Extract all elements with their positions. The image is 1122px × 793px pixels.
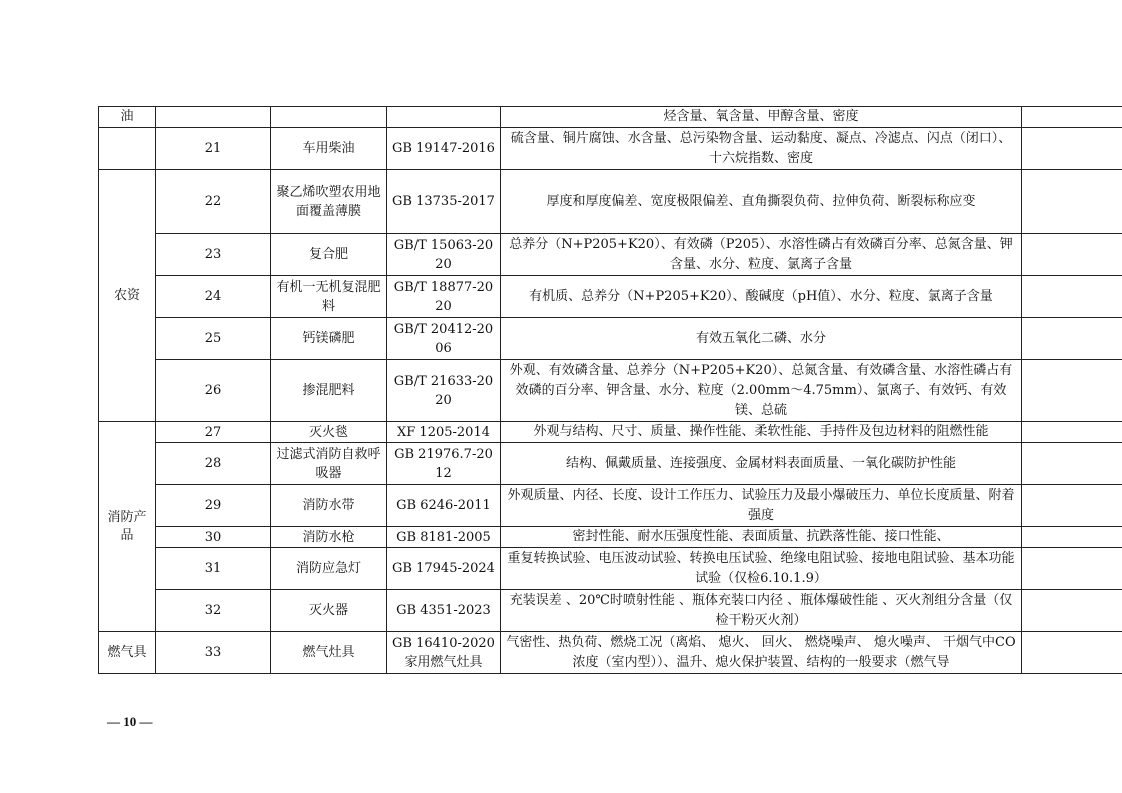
remark-cell — [1022, 443, 1122, 485]
category-cell-agri: 农资 — [99, 170, 156, 422]
table-row — [99, 234, 1122, 276]
standard-code: GB 4351-2023 — [387, 590, 501, 632]
remark-cell — [1022, 276, 1122, 318]
remark-cell — [1022, 485, 1122, 527]
row-number: 26 — [156, 360, 271, 422]
inspection-items: 外观、有效磷含量、总养分（N+P205+K20）、总氮含量、有效磷含量、水溶性磷占有效磷的百分率、钾含量、水分、粒度（2.00mm～4.75mm）、氯离子、有效钙、有效镁、总硫 — [501, 360, 1022, 422]
remark-cell — [1022, 527, 1122, 548]
standard-code: GB 17945-2024 — [387, 548, 501, 590]
remark-cell — [1022, 234, 1122, 276]
inspection-items: 硫含量、铜片腐蚀、水含量、总污染物含量、运动黏度、凝点、冷滤点、闪点（闭口）、十六烷指数、密度 — [501, 128, 1022, 170]
remark-cell — [1022, 590, 1122, 632]
standard-code: GB 21976.7-2012 — [387, 443, 501, 485]
table-row — [99, 632, 1122, 674]
category-cell-gas: 燃气具 — [99, 632, 156, 674]
inspection-items: 外观质量、内径、长度、设计工作压力、试验压力及最小爆破压力、单位长度质量、附着强度 — [501, 485, 1022, 527]
inspection-items: 充装误差 、20℃时喷射性能 、瓶体充装口内径 、瓶体爆破性能 、灭火剂组分含量（仅检干粉灭火剂） — [501, 590, 1022, 632]
table-row — [99, 548, 1122, 590]
inspection-items: 烃含量、氧含量、甲醇含量、密度 — [501, 107, 1022, 128]
remark-cell — [1022, 422, 1122, 443]
row-number: 28 — [156, 443, 271, 485]
row-number: 22 — [156, 170, 271, 234]
category-cell-oil: 油 — [99, 107, 156, 128]
row-number — [156, 107, 271, 128]
standard-code: XF 1205-2014 — [387, 422, 501, 443]
standard-code: GB/T 15063-2020 — [387, 234, 501, 276]
inspection-items: 气密性、热负荷、燃烧工况（离焰、 熄火、 回火、 燃烧噪声、 熄火噪声、 干烟气中CO浓度（室内型））、温升、熄火保护装置、结构的一般要求（燃气导 — [501, 632, 1022, 674]
table-row — [99, 485, 1122, 527]
row-number: 24 — [156, 276, 271, 318]
remark-cell — [1022, 318, 1122, 360]
inspection-items: 有效五氧化二磷、水分 — [501, 318, 1022, 360]
remark-cell — [1022, 107, 1122, 128]
product-name: 燃气灶具 — [271, 632, 387, 674]
remark-cell — [1022, 360, 1122, 422]
product-name: 灭火毯 — [271, 422, 387, 443]
product-name: 钙镁磷肥 — [271, 318, 387, 360]
table-row — [99, 318, 1122, 360]
row-number: 31 — [156, 548, 271, 590]
standard-code: GB 19147-2016 — [387, 128, 501, 170]
product-name: 消防水枪 — [271, 527, 387, 548]
standard-code: GB 8181-2005 — [387, 527, 501, 548]
row-number: 33 — [156, 632, 271, 674]
product-name: 消防应急灯 — [271, 548, 387, 590]
product-name: 掺混肥料 — [271, 360, 387, 422]
row-number: 27 — [156, 422, 271, 443]
row-number: 23 — [156, 234, 271, 276]
row-number: 21 — [156, 128, 271, 170]
row-number: 32 — [156, 590, 271, 632]
standard-code: GB/T 21633-2020 — [387, 360, 501, 422]
product-name: 有机一无机复混肥料 — [271, 276, 387, 318]
remark-cell — [1022, 632, 1122, 674]
standard-code: GB 16410-2020 家用燃气灶具 — [387, 632, 501, 674]
product-inspection-table — [98, 106, 1122, 674]
table-row — [99, 107, 1122, 128]
row-number: 25 — [156, 318, 271, 360]
table-row — [99, 527, 1122, 548]
row-number: 29 — [156, 485, 271, 527]
product-name: 车用柴油 — [271, 128, 387, 170]
table-row — [99, 422, 1122, 443]
inspection-items: 外观与结构、尺寸、质量、操作性能、柔软性能、手持件及包边材料的阻燃性能 — [501, 422, 1022, 443]
product-name — [271, 107, 387, 128]
standard-code — [387, 107, 501, 128]
table-row — [99, 590, 1122, 632]
standard-code: GB/T 20412-2006 — [387, 318, 501, 360]
inspection-items: 密封性能、耐水压强度性能、表面质量、抗跌落性能、接口性能、 — [501, 527, 1022, 548]
product-name: 过滤式消防自救呼吸器 — [271, 443, 387, 485]
remark-cell — [1022, 128, 1122, 170]
remark-cell — [1022, 170, 1122, 234]
inspection-items: 厚度和厚度偏差、宽度极限偏差、直角撕裂负荷、拉伸负荷、断裂标称应变 — [501, 170, 1022, 234]
inspection-items: 有机质、总养分（N+P205+K20）、酸碱度（pH值）、水分、粒度、氯离子含量 — [501, 276, 1022, 318]
table-row — [99, 128, 1122, 170]
standard-code: GB/T 18877-2020 — [387, 276, 501, 318]
inspection-items: 重复转换试验、电压波动试验、转换电压试验、绝缘电阻试验、接地电阻试验、基本功能试验（仅检6.10.1.9） — [501, 548, 1022, 590]
remark-cell — [1022, 548, 1122, 590]
product-name: 复合肥 — [271, 234, 387, 276]
row-number: 30 — [156, 527, 271, 548]
category-cell-empty — [99, 128, 156, 170]
product-name: 灭火器 — [271, 590, 387, 632]
table-row — [99, 360, 1122, 422]
table-row — [99, 443, 1122, 485]
page-number: — 10 — — [107, 714, 153, 729]
product-name: 聚乙烯吹塑农用地面覆盖薄膜 — [271, 170, 387, 234]
category-cell-fire: 消防产品 — [99, 422, 156, 632]
product-name: 消防水带 — [271, 485, 387, 527]
standard-code: GB 6246-2011 — [387, 485, 501, 527]
table-row — [99, 276, 1122, 318]
inspection-items: 结构、佩戴质量、连接强度、金属材料表面质量、一氧化碳防护性能 — [501, 443, 1022, 485]
table-row — [99, 170, 1122, 234]
standard-code: GB 13735-2017 — [387, 170, 501, 234]
inspection-items: 总养分（N+P205+K20）、有效磷（P205）、水溶性磷占有效磷百分率、总氮含量、钾含量、水分、粒度、氯离子含量 — [501, 234, 1022, 276]
